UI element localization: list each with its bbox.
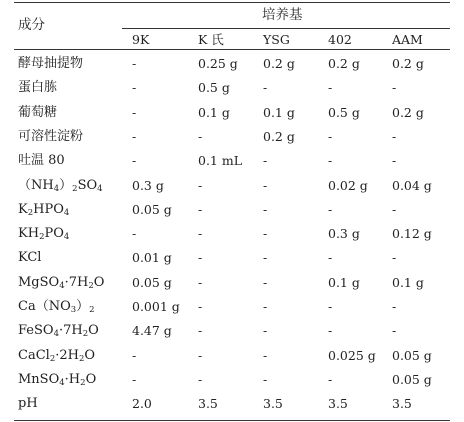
table-cell: 0.1 mL: [198, 153, 243, 168]
table-cell: -: [132, 372, 137, 387]
column-header: YSG: [263, 32, 290, 47]
column-header: K 氏: [198, 32, 224, 47]
table-cell: 4.47 g: [132, 323, 172, 338]
table-cell: -: [263, 323, 268, 338]
table-cell: -: [198, 250, 203, 265]
table-cell: -: [198, 372, 203, 387]
row-label: $CaCl_2\cdot 2H_2O$: [18, 348, 96, 364]
table-cell: 0.05 g: [392, 372, 432, 387]
table-cell: -: [328, 323, 333, 338]
table-cell: -: [198, 178, 203, 193]
table-cell: -: [392, 323, 397, 338]
row-header-ingredient: 成分: [18, 17, 45, 33]
table-cell: -: [328, 80, 333, 95]
table-cell: 0.1 g: [198, 105, 230, 120]
column-header: 9K: [132, 32, 150, 47]
table-cell: -: [328, 299, 333, 314]
table-cell: -: [328, 372, 333, 387]
table-cell: -: [328, 250, 333, 265]
row-label: $FeSO_4\cdot 7H_2O$: [18, 323, 99, 339]
table-cell: -: [132, 153, 137, 168]
row-label: $(NH_4)_2SO_4$: [18, 178, 103, 194]
table-cell: -: [328, 202, 333, 217]
column-header: AAM: [392, 32, 423, 47]
row-label: pH: [18, 396, 38, 411]
table-cell: -: [198, 275, 203, 290]
table-cell: 3.5: [198, 396, 218, 411]
table-cell: 0.1 g: [263, 105, 295, 120]
table-cell: 0.2 g: [328, 56, 360, 71]
table-cell: 0.025 g: [328, 348, 376, 363]
table-cell: -: [132, 105, 137, 120]
table-cell: 0.05 g: [132, 202, 172, 217]
table-cell: 0.25 g: [198, 56, 238, 71]
row-label: KCl: [18, 250, 42, 265]
table-cell: 0.01 g: [132, 250, 172, 265]
table-cell: -: [263, 299, 268, 314]
table-cell: 0.2 g: [392, 105, 424, 120]
table-cell: -: [328, 129, 333, 144]
table-cell: -: [263, 202, 268, 217]
table-cell: -: [132, 226, 137, 241]
group-header-medium: 培养基: [262, 7, 303, 23]
table-cell: -: [263, 250, 268, 265]
row-label: 蛋白胨: [18, 80, 58, 95]
table-cell: -: [132, 56, 137, 71]
table-cell: -: [132, 348, 137, 363]
table-cell: 0.5 g: [198, 80, 230, 95]
table-cell: 3.5: [328, 396, 348, 411]
table-cell: -: [132, 129, 137, 144]
table-cell: 2.0: [132, 396, 152, 411]
table-cell: 0.2 g: [263, 56, 295, 71]
table-cell: -: [263, 275, 268, 290]
table-cell: -: [392, 202, 397, 217]
table-cell: 0.2 g: [392, 56, 424, 71]
table-cell: -: [392, 129, 397, 144]
table-cell: -: [198, 323, 203, 338]
row-label: 吐温 80: [18, 153, 65, 168]
table-cell: 0.12 g: [392, 226, 432, 241]
table-cell: -: [263, 80, 268, 95]
table-cell: -: [263, 153, 268, 168]
row-label: $Ca(NO_3)_2$: [18, 299, 95, 315]
table-cell: -: [392, 299, 397, 314]
table-cell: 0.05 g: [132, 275, 172, 290]
header-bottom-rule: [14, 49, 450, 50]
group-header-rule: [122, 28, 450, 29]
row-label: $MgSO_4\cdot 7H_2O$: [18, 275, 105, 291]
table-cell: 3.5: [263, 396, 283, 411]
table-cell: -: [263, 348, 268, 363]
table-cell: -: [263, 372, 268, 387]
table-cell: -: [392, 250, 397, 265]
table-cell: -: [198, 299, 203, 314]
table-cell: 3.5: [392, 396, 412, 411]
row-label: 葡萄糖: [18, 105, 58, 120]
table-cell: -: [392, 153, 397, 168]
bottom-rule: [14, 420, 450, 421]
row-label: 酵母抽提物: [18, 56, 84, 71]
row-label: $KH_2PO_4$: [18, 226, 70, 242]
table-cell: 0.05 g: [392, 348, 432, 363]
table-cell: 0.3 g: [132, 178, 164, 193]
table-cell: 0.5 g: [328, 105, 360, 120]
row-label: 可溶性淀粉: [18, 129, 84, 144]
table-cell: -: [198, 348, 203, 363]
table-cell: -: [198, 202, 203, 217]
column-header: 402: [328, 32, 352, 47]
table-cell: 0.02 g: [328, 178, 368, 193]
table-cell: -: [263, 178, 268, 193]
table-cell: 0.1 g: [328, 275, 360, 290]
table-cell: -: [328, 153, 333, 168]
table-cell: -: [392, 80, 397, 95]
table-cell: 0.1 g: [392, 275, 424, 290]
top-rule: [14, 2, 450, 3]
table-cell: -: [198, 226, 203, 241]
table-cell: -: [263, 226, 268, 241]
table-cell: -: [198, 129, 203, 144]
table-cell: 0.001 g: [132, 299, 180, 314]
table-cell: 0.04 g: [392, 178, 432, 193]
table-cell: -: [132, 80, 137, 95]
row-label: $MnSO_4\cdot H_2O$: [18, 372, 97, 388]
row-label: $K_2HPO_4$: [18, 202, 70, 218]
table-cell: 0.2 g: [263, 129, 295, 144]
table-cell: 0.3 g: [328, 226, 360, 241]
